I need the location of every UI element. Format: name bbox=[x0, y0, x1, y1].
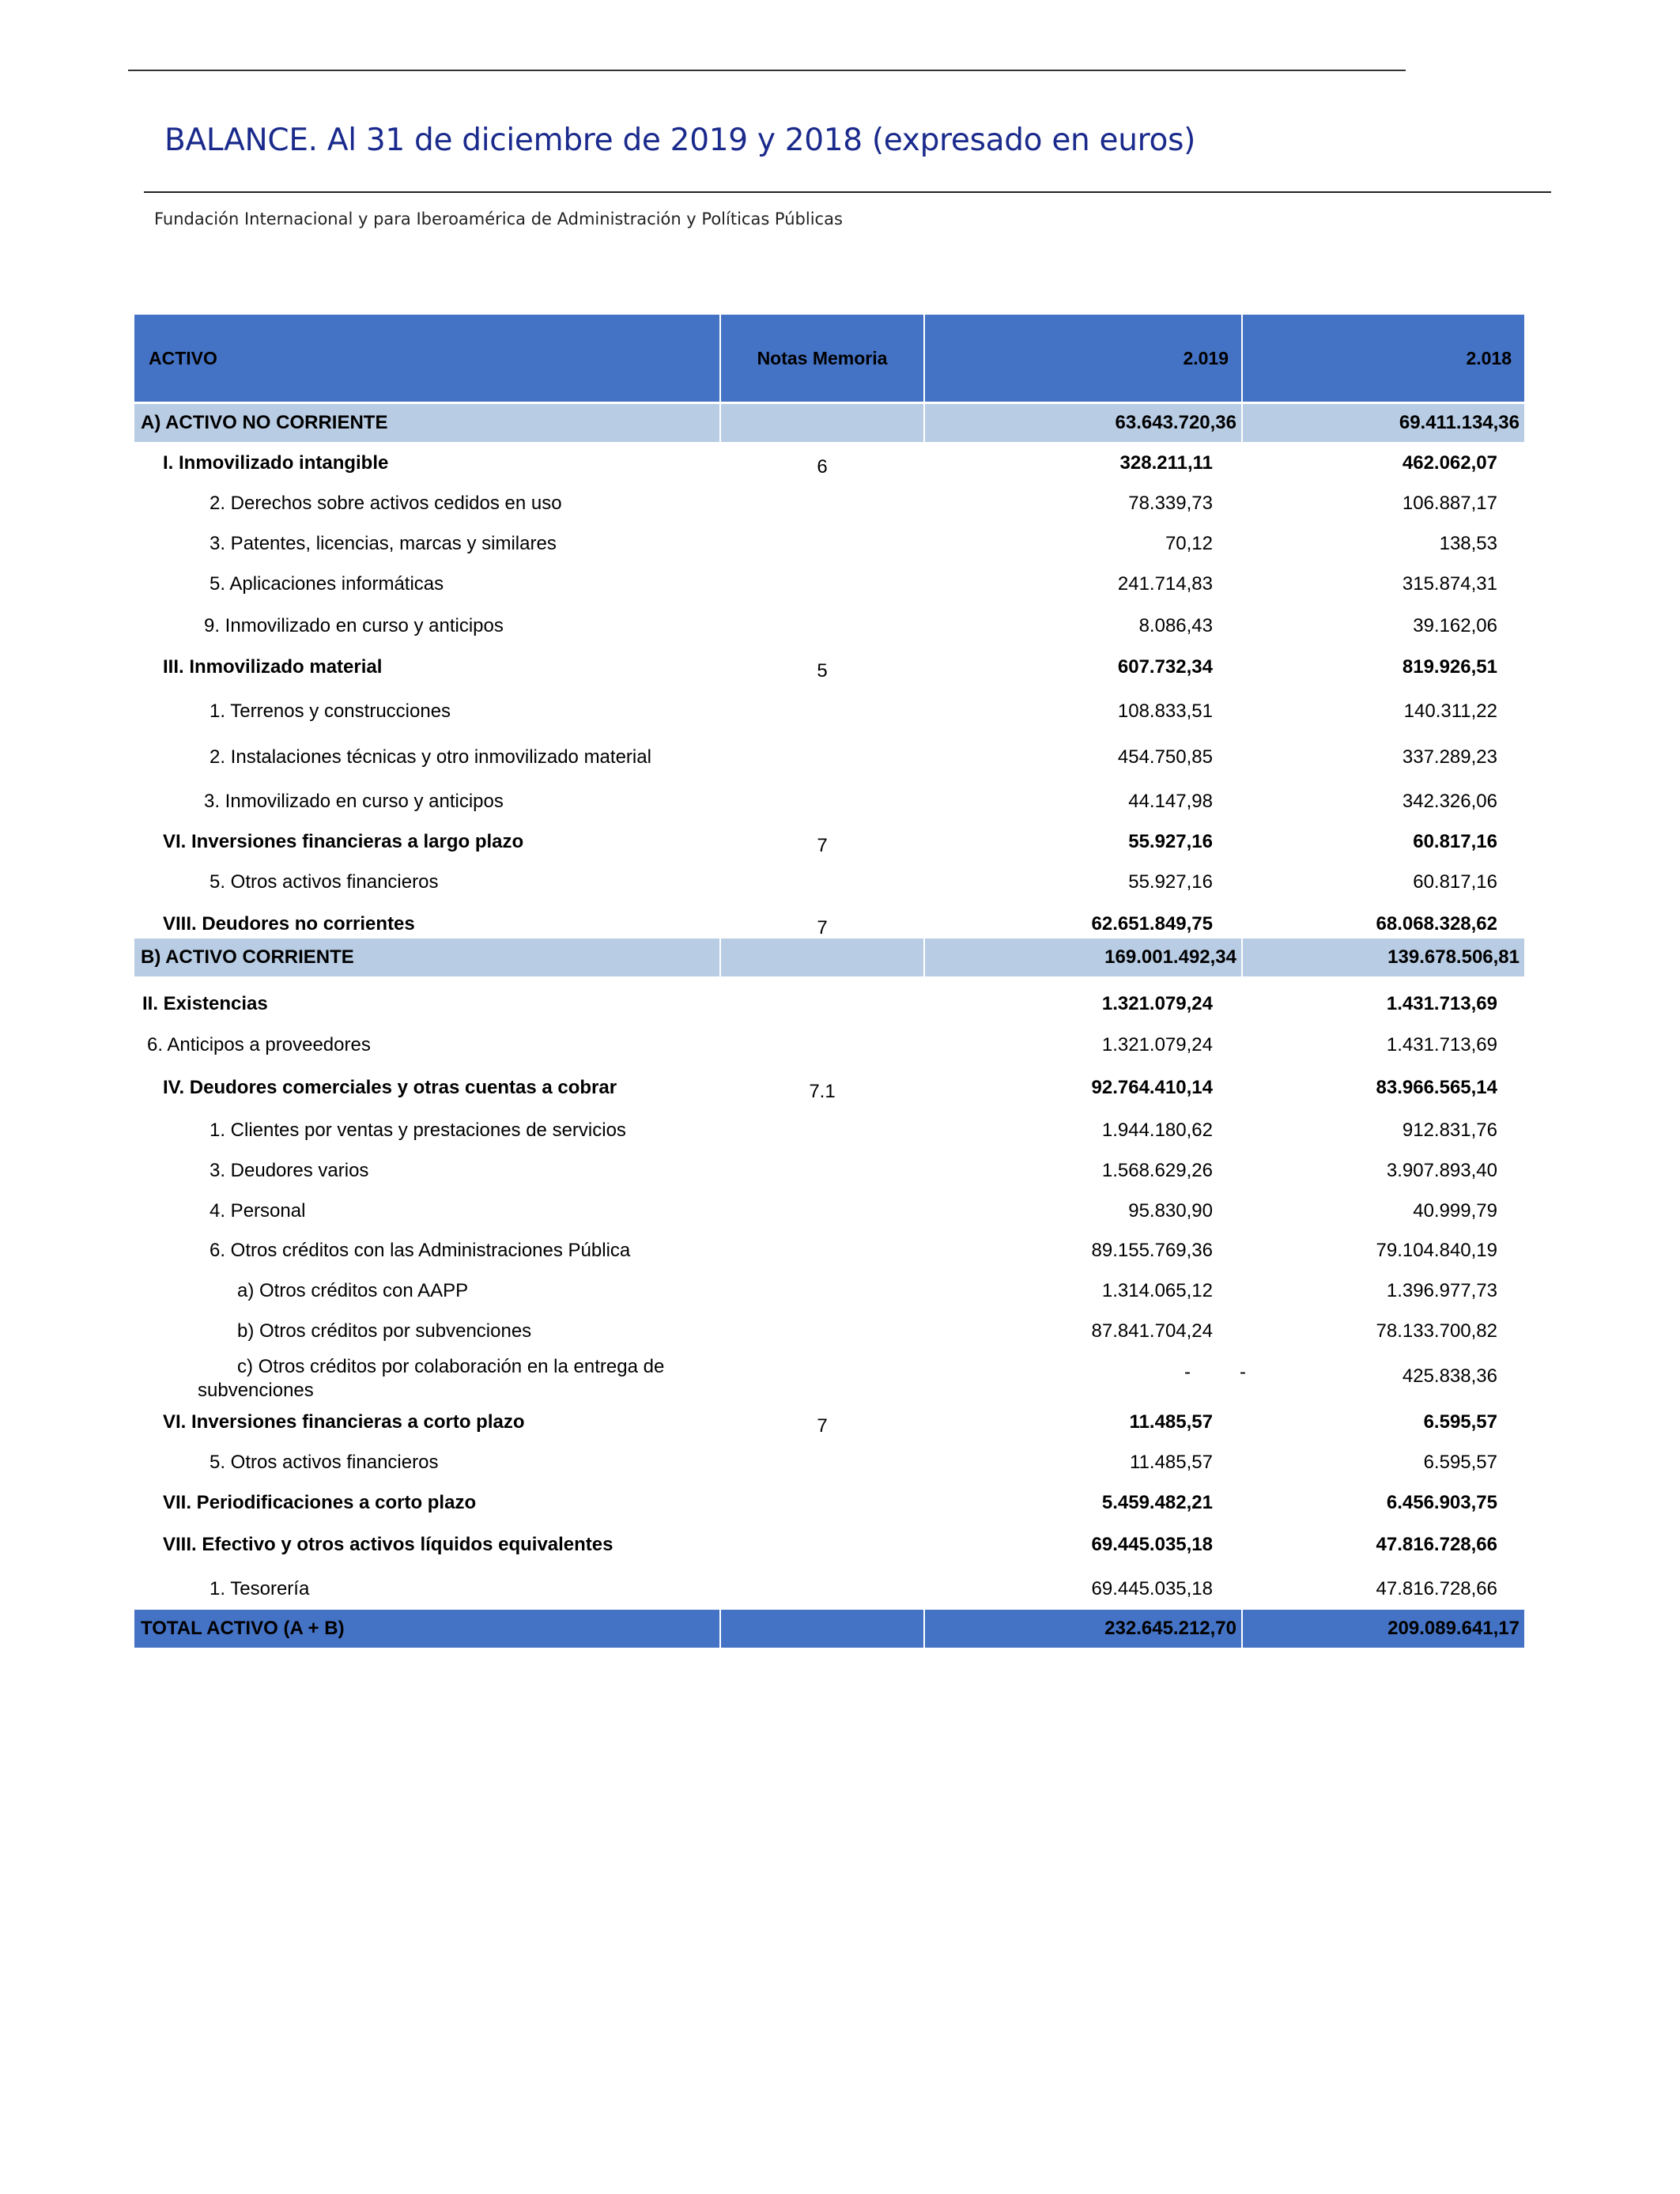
row-note bbox=[721, 404, 923, 442]
table-row bbox=[134, 485, 1524, 523]
table-row bbox=[134, 1484, 1524, 1522]
section-row bbox=[134, 404, 1524, 442]
row-value-2019: 1.314.065,12 bbox=[1101, 1280, 1213, 1301]
row-note: 7.1 bbox=[809, 1081, 836, 1102]
row-value-2019: 108.833,51 bbox=[1117, 700, 1213, 722]
row-value-2019: 95.830,90 bbox=[1128, 1200, 1213, 1222]
row-value-2019: 44.147,98 bbox=[1128, 791, 1213, 812]
row-label bbox=[134, 1350, 719, 1403]
row-value-2018: 68.068.328,62 bbox=[1376, 913, 1497, 935]
row-value-2019: 69.445.035,18 bbox=[1091, 1578, 1213, 1599]
row-value-2018: 912.831,76 bbox=[1402, 1120, 1497, 1141]
row-label: III. Inmovilizado material bbox=[163, 656, 383, 678]
row-label: 5. Otros activos financieros bbox=[210, 1452, 439, 1473]
row-value-2019: 62.651.849,75 bbox=[1091, 913, 1213, 935]
row-label: 2. Derechos sobre activos cedidos en uso bbox=[210, 493, 562, 514]
page-title: BALANCE. Al 31 de diciembre de 2019 y 2018 (expresado en euros) bbox=[164, 123, 1196, 158]
row-label: 6. Anticipos a proveedores bbox=[147, 1034, 371, 1055]
row-value-2019 bbox=[925, 1350, 1246, 1403]
row-value-2018: 6.456.903,75 bbox=[1386, 1492, 1497, 1513]
table-row bbox=[134, 1232, 1524, 1270]
row-value-2018: 342.326,06 bbox=[1402, 791, 1497, 812]
row-label: a) Otros créditos con AAPP bbox=[237, 1280, 469, 1301]
table-row bbox=[134, 863, 1524, 901]
row-value-2019: 11.485,57 bbox=[1130, 1452, 1213, 1473]
row-value-2019: 328.211,11 bbox=[1119, 452, 1213, 474]
organization-name: Fundación Internacional y para Iberoamérica de Administración y Políticas Públicas bbox=[154, 210, 843, 228]
table-row bbox=[134, 1350, 1524, 1403]
row-note bbox=[721, 1610, 923, 1648]
row-value-2019: 1.568.629,26 bbox=[1101, 1160, 1213, 1181]
row-value-2018: 79.104.840,19 bbox=[1376, 1240, 1497, 1261]
table-row bbox=[134, 1026, 1524, 1064]
row-value-2019: 63.643.720,36 bbox=[925, 404, 1241, 442]
row-value-2019: 11.485,57 bbox=[1129, 1411, 1213, 1433]
row-value-2018: 425.838,36 bbox=[1402, 1365, 1497, 1387]
table-row bbox=[134, 905, 1524, 943]
dash-placeholder: - bbox=[1240, 1361, 1246, 1383]
section-row bbox=[134, 938, 1524, 976]
row-value-2018: 138,53 bbox=[1439, 533, 1497, 554]
row-note: 7 bbox=[817, 835, 828, 856]
row-label: VIII. Efectivo y otros activos líquidos equivalentes bbox=[163, 1534, 613, 1555]
row-label: 3. Patentes, licencias, marcas y similares bbox=[210, 533, 557, 554]
header-2018: 2.018 bbox=[1243, 315, 1524, 402]
row-note: 6 bbox=[817, 456, 828, 478]
row-value-2019: 69.445.035,18 bbox=[1091, 1534, 1213, 1555]
row-note: 7 bbox=[817, 1415, 828, 1437]
row-label: I. Inmovilizado intangible bbox=[163, 452, 389, 474]
row-value-2018: 462.062,07 bbox=[1402, 452, 1497, 474]
table-row bbox=[134, 1570, 1524, 1608]
row-value-2018: 83.966.565,14 bbox=[1376, 1077, 1497, 1098]
row-label: B) ACTIVO CORRIENTE bbox=[134, 938, 719, 976]
row-value-2018: 47.816.728,66 bbox=[1376, 1578, 1497, 1599]
table-row bbox=[134, 1444, 1524, 1482]
row-label-line2: subvenciones bbox=[198, 1380, 314, 1401]
row-value-2018: 315.874,31 bbox=[1402, 573, 1497, 595]
row-value-2018: 69.411.134,36 bbox=[1243, 404, 1524, 442]
table-row bbox=[134, 565, 1524, 603]
row-value-2019: 1.321.079,24 bbox=[1101, 993, 1213, 1014]
dash-placeholder: - bbox=[1184, 1361, 1191, 1383]
row-label: 1. Clientes por ventas y prestaciones de servicios bbox=[210, 1120, 626, 1141]
row-label: TOTAL ACTIVO (A + B) bbox=[134, 1610, 719, 1648]
row-value-2018: 106.887,17 bbox=[1402, 493, 1497, 514]
row-value-2018: 6.595,57 bbox=[1423, 1452, 1497, 1473]
row-value-2019: 607.732,34 bbox=[1117, 656, 1213, 678]
table-row bbox=[134, 1192, 1524, 1230]
row-label-line1: c) Otros créditos por colaboración en la entrega de bbox=[237, 1356, 665, 1377]
table-row bbox=[134, 1526, 1524, 1564]
header-activo: ACTIVO bbox=[134, 315, 719, 402]
row-value-2019: 1.944.180,62 bbox=[1101, 1120, 1213, 1141]
row-value-2019: 55.927,16 bbox=[1128, 831, 1213, 852]
table-row bbox=[134, 1069, 1524, 1107]
row-value-2019: 5.459.482,21 bbox=[1101, 1492, 1213, 1513]
header-notas: Notas Memoria bbox=[721, 315, 923, 402]
row-label: 5. Aplicaciones informáticas bbox=[210, 573, 444, 595]
row-value-2018: 140.311,22 bbox=[1403, 700, 1497, 722]
table-row bbox=[134, 525, 1524, 563]
table-row bbox=[134, 823, 1524, 861]
row-label: 5. Otros activos financieros bbox=[210, 871, 439, 893]
top-rule bbox=[128, 70, 1406, 71]
row-value-2019: 454.750,85 bbox=[1117, 746, 1213, 768]
row-label: 1. Terrenos y construcciones bbox=[210, 700, 451, 722]
table-row bbox=[134, 1312, 1524, 1350]
row-label: 9. Inmovilizado en curso y anticipos bbox=[204, 615, 504, 636]
table-row bbox=[134, 607, 1524, 645]
header-2019: 2.019 bbox=[925, 315, 1241, 402]
table-row bbox=[134, 1272, 1524, 1310]
row-value-2018: 40.999,79 bbox=[1413, 1200, 1497, 1222]
table-row bbox=[134, 648, 1524, 686]
table-row bbox=[134, 985, 1524, 1023]
row-label: 3. Deudores varios bbox=[210, 1160, 369, 1181]
table-row bbox=[134, 1112, 1524, 1150]
row-label: IV. Deudores comerciales y otras cuentas a cobrar bbox=[163, 1077, 617, 1098]
row-value-2019: 70,12 bbox=[1165, 533, 1213, 554]
row-value-2018: 60.817,16 bbox=[1413, 871, 1497, 893]
row-label: 6. Otros créditos con las Administraciones Pública bbox=[210, 1240, 631, 1261]
row-label: 1. Tesorería bbox=[210, 1578, 310, 1599]
row-value-2018: 209.089.641,17 bbox=[1243, 1610, 1524, 1648]
row-value-2018: 1.431.713,69 bbox=[1386, 993, 1497, 1014]
row-value-2019: 169.001.492,34 bbox=[925, 938, 1241, 976]
table-row bbox=[134, 1403, 1524, 1441]
row-value-2018: 3.907.893,40 bbox=[1386, 1160, 1497, 1181]
row-value-2019: 232.645.212,70 bbox=[925, 1610, 1241, 1648]
row-label: 4. Personal bbox=[210, 1200, 306, 1222]
table-row bbox=[134, 691, 1524, 732]
row-value-2019: 92.764.410,14 bbox=[1091, 1077, 1213, 1098]
row-label: II. Existencias bbox=[142, 993, 268, 1014]
row-value-2018: 337.289,23 bbox=[1402, 746, 1497, 768]
row-label: VII. Periodificaciones a corto plazo bbox=[163, 1492, 477, 1513]
row-label: 3. Inmovilizado en curso y anticipos bbox=[204, 791, 504, 812]
total-row bbox=[134, 1610, 1524, 1648]
table-row bbox=[134, 737, 1524, 778]
row-value-2019: 78.339,73 bbox=[1128, 493, 1213, 514]
row-value-2018: 1.396.977,73 bbox=[1386, 1280, 1497, 1301]
row-value-2019: 1.321.079,24 bbox=[1101, 1034, 1213, 1055]
row-value-2019: 55.927,16 bbox=[1128, 871, 1213, 893]
title-rule bbox=[144, 191, 1551, 193]
row-label: VIII. Deudores no corrientes bbox=[163, 913, 415, 935]
row-note bbox=[721, 938, 923, 976]
row-value-2019: 241.714,83 bbox=[1117, 573, 1213, 595]
row-value-2018: 6.595,57 bbox=[1423, 1411, 1497, 1433]
row-value-2018: 819.926,51 bbox=[1402, 656, 1497, 678]
row-value-2018: 1.431.713,69 bbox=[1386, 1034, 1497, 1055]
row-note: 5 bbox=[817, 660, 828, 682]
row-value-2018: 78.133.700,82 bbox=[1376, 1320, 1497, 1342]
row-value-2019: 87.841.704,24 bbox=[1091, 1320, 1213, 1342]
row-value-2018: 139.678.506,81 bbox=[1243, 938, 1524, 976]
row-value-2019: 89.155.769,36 bbox=[1091, 1240, 1213, 1261]
row-value-2018: 60.817,16 bbox=[1413, 831, 1497, 852]
row-value-2018: 39.162,06 bbox=[1413, 615, 1497, 636]
row-value-2019: 8.086,43 bbox=[1138, 615, 1213, 636]
row-label: VI. Inversiones financieras a largo plazo bbox=[163, 831, 524, 852]
row-note: 7 bbox=[817, 917, 828, 938]
table-row bbox=[134, 444, 1524, 482]
row-value-2018: 47.816.728,66 bbox=[1376, 1534, 1497, 1555]
table-row bbox=[134, 1152, 1524, 1190]
row-label: 2. Instalaciones técnicas y otro inmovilizado material bbox=[210, 746, 651, 768]
table-header-row bbox=[134, 315, 1524, 402]
table-row bbox=[134, 783, 1524, 821]
row-label: b) Otros créditos por subvenciones bbox=[237, 1320, 532, 1342]
row-label: VI. Inversiones financieras a corto plazo bbox=[163, 1411, 525, 1433]
row-label: A) ACTIVO NO CORRIENTE bbox=[134, 404, 719, 442]
